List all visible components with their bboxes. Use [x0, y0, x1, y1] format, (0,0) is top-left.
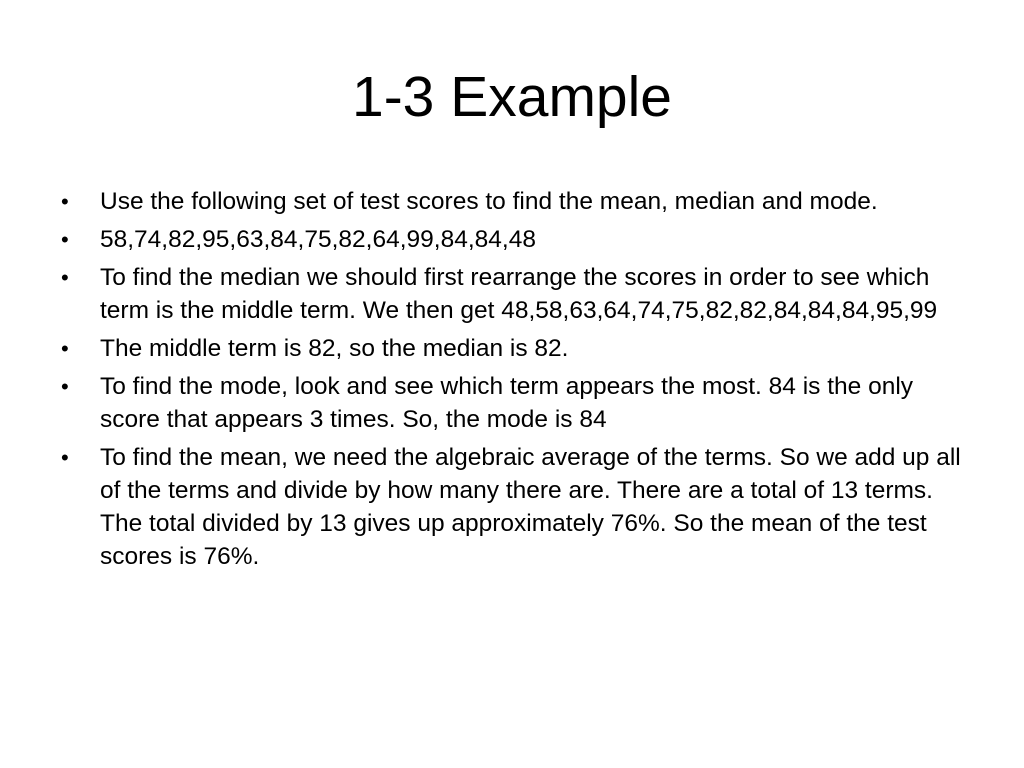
bullet-icon: •	[61, 189, 69, 214]
bullet-text: 58,74,82,95,63,84,75,82,64,99,84,84,48	[100, 226, 536, 253]
bullet-item	[61, 223, 966, 256]
bullet-icon: •	[61, 374, 69, 399]
bullet-text: Use the following set of test scores to find the mean, median and mode.	[100, 188, 878, 215]
bullet-item	[61, 185, 966, 218]
bullet-item	[61, 441, 966, 573]
bullet-icon: •	[61, 445, 69, 470]
bullet-icon: •	[61, 265, 69, 290]
bullet-icon: •	[61, 336, 69, 361]
bullet-text: To find the mean, we need the algebraic average of the terms. So we add up all of the terms and divide by how many there are. There are a total of 13 terms. The total divided by 13 gives up approximately 76%. So the mean of the test scores is 76%.	[100, 444, 961, 570]
bullet-item	[61, 261, 966, 327]
bullet-list	[61, 185, 966, 578]
slide-title: 1-3 Example	[352, 65, 672, 129]
bullet-text: To find the mode, look and see which term appears the most. 84 is the only score that appears 3 times. So, the mode is 84	[100, 373, 914, 433]
bullet-item	[61, 332, 966, 365]
bullet-item	[61, 370, 966, 436]
bullet-text: The middle term is 82, so the median is 82.	[100, 335, 569, 362]
bullet-text: To find the median we should first rearrange the scores in order to see which term is the middle term. We then get 48,58,63,64,74,75,82,82,84,84,84,95,99	[100, 264, 938, 324]
bullet-icon: •	[61, 227, 69, 252]
